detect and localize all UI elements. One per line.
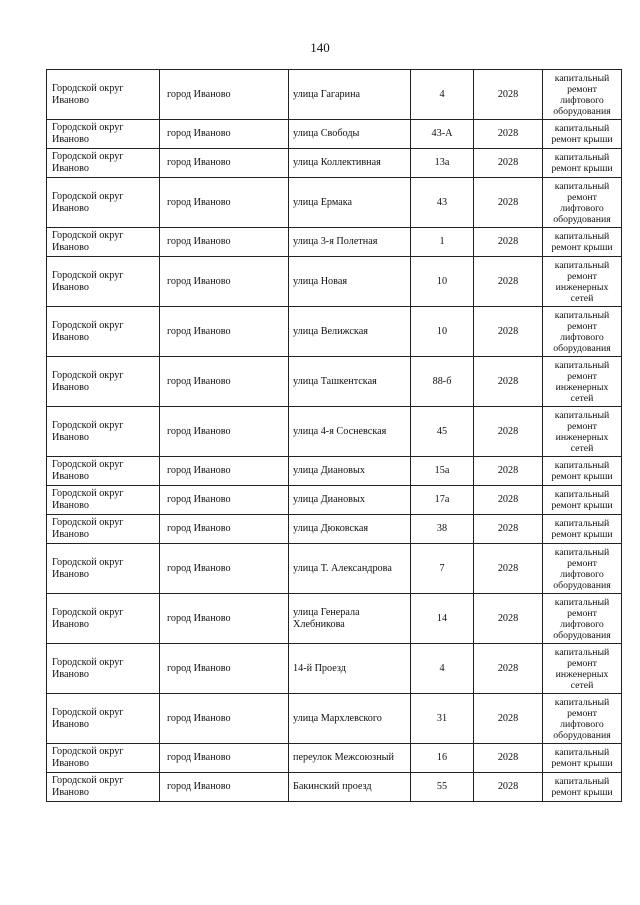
street-cell: улица Генерала Хлебникова bbox=[289, 594, 411, 644]
okrug-cell: Городской округ Иваново bbox=[47, 486, 160, 515]
year-cell: 2028 bbox=[474, 644, 543, 694]
okrug-cell: Городской округ Иваново bbox=[47, 178, 160, 228]
year-cell: 2028 bbox=[474, 594, 543, 644]
city-cell: город Иваново bbox=[160, 644, 289, 694]
okrug-cell: Городской округ Иваново bbox=[47, 544, 160, 594]
street-cell: улица Свободы bbox=[289, 120, 411, 149]
street-cell: улица Гагарина bbox=[289, 70, 411, 120]
work-type-cell: капитальный ремонт крыши bbox=[543, 228, 622, 257]
city-cell: город Иваново bbox=[160, 228, 289, 257]
year-cell: 2028 bbox=[474, 457, 543, 486]
city-cell: город Иваново bbox=[160, 486, 289, 515]
year-cell: 2028 bbox=[474, 744, 543, 773]
year-cell: 2028 bbox=[474, 257, 543, 307]
street-cell: улица Мархлевского bbox=[289, 694, 411, 744]
year-cell: 2028 bbox=[474, 120, 543, 149]
table-row bbox=[47, 694, 622, 744]
year-cell: 2028 bbox=[474, 149, 543, 178]
city-cell: город Иваново bbox=[160, 773, 289, 802]
year-cell: 2028 bbox=[474, 544, 543, 594]
work-type-cell: капитальный ремонт лифтового оборудования bbox=[543, 694, 622, 744]
okrug-cell: Городской округ Иваново bbox=[47, 644, 160, 694]
street-cell: улица Ташкентская bbox=[289, 357, 411, 407]
city-cell: город Иваново bbox=[160, 70, 289, 120]
table-row bbox=[47, 544, 622, 594]
street-cell: улица Коллективная bbox=[289, 149, 411, 178]
city-cell: город Иваново bbox=[160, 457, 289, 486]
house-cell: 4 bbox=[411, 644, 474, 694]
house-cell: 1 bbox=[411, 228, 474, 257]
city-cell: город Иваново bbox=[160, 744, 289, 773]
okrug-cell: Городской округ Иваново bbox=[47, 70, 160, 120]
house-cell: 14 bbox=[411, 594, 474, 644]
year-cell: 2028 bbox=[474, 178, 543, 228]
city-cell: город Иваново bbox=[160, 594, 289, 644]
year-cell: 2028 bbox=[474, 70, 543, 120]
okrug-cell: Городской округ Иваново bbox=[47, 773, 160, 802]
work-type-cell: капитальный ремонт крыши bbox=[543, 744, 622, 773]
city-cell: город Иваново bbox=[160, 694, 289, 744]
table-row bbox=[47, 486, 622, 515]
city-cell: город Иваново bbox=[160, 178, 289, 228]
house-cell: 10 bbox=[411, 307, 474, 357]
year-cell: 2028 bbox=[474, 773, 543, 802]
year-cell: 2028 bbox=[474, 486, 543, 515]
work-type-cell: капитальный ремонт инженерных сетей bbox=[543, 407, 622, 457]
table-row bbox=[47, 178, 622, 228]
year-cell: 2028 bbox=[474, 407, 543, 457]
okrug-cell: Городской округ Иваново bbox=[47, 594, 160, 644]
street-cell: улица Т. Александрова bbox=[289, 544, 411, 594]
work-type-cell: капитальный ремонт лифтового оборудования bbox=[543, 70, 622, 120]
city-cell: город Иваново bbox=[160, 357, 289, 407]
work-type-cell: капитальный ремонт лифтового оборудования bbox=[543, 594, 622, 644]
work-type-cell: капитальный ремонт лифтового оборудования bbox=[543, 544, 622, 594]
street-cell: улица Новая bbox=[289, 257, 411, 307]
street-cell: улица Ермака bbox=[289, 178, 411, 228]
house-cell: 13а bbox=[411, 149, 474, 178]
table-row bbox=[47, 744, 622, 773]
city-cell: город Иваново bbox=[160, 307, 289, 357]
year-cell: 2028 bbox=[474, 515, 543, 544]
house-cell: 16 bbox=[411, 744, 474, 773]
table-row bbox=[47, 457, 622, 486]
table-row bbox=[47, 644, 622, 694]
work-type-cell: капитальный ремонт инженерных сетей bbox=[543, 644, 622, 694]
page-number: 140 bbox=[310, 40, 330, 55]
year-cell: 2028 bbox=[474, 357, 543, 407]
street-cell: улица 3-я Полетная bbox=[289, 228, 411, 257]
city-cell: город Иваново bbox=[160, 149, 289, 178]
street-cell: улица Диановых bbox=[289, 486, 411, 515]
work-type-cell: капитальный ремонт крыши bbox=[543, 149, 622, 178]
street-cell: улица Дюковская bbox=[289, 515, 411, 544]
work-type-cell: капитальный ремонт крыши bbox=[543, 773, 622, 802]
repair-schedule-table bbox=[46, 69, 622, 802]
city-cell: город Иваново bbox=[160, 257, 289, 307]
house-cell: 55 bbox=[411, 773, 474, 802]
okrug-cell: Городской округ Иваново bbox=[47, 694, 160, 744]
table-row bbox=[47, 407, 622, 457]
table-row bbox=[47, 307, 622, 357]
house-cell: 38 bbox=[411, 515, 474, 544]
work-type-cell: капитальный ремонт крыши bbox=[543, 120, 622, 149]
work-type-cell: капитальный ремонт инженерных сетей bbox=[543, 257, 622, 307]
house-cell: 7 bbox=[411, 544, 474, 594]
year-cell: 2028 bbox=[474, 228, 543, 257]
street-cell: Бакинский проезд bbox=[289, 773, 411, 802]
house-cell: 43-А bbox=[411, 120, 474, 149]
street-cell: улица 4-я Сосневская bbox=[289, 407, 411, 457]
street-cell: улица Велижская bbox=[289, 307, 411, 357]
house-cell: 31 bbox=[411, 694, 474, 744]
street-cell: улица Диановых bbox=[289, 457, 411, 486]
table-row bbox=[47, 357, 622, 407]
work-type-cell: капитальный ремонт крыши bbox=[543, 515, 622, 544]
table-body bbox=[47, 70, 622, 802]
street-cell: 14-й Проезд bbox=[289, 644, 411, 694]
table-row bbox=[47, 70, 622, 120]
house-cell: 45 bbox=[411, 407, 474, 457]
okrug-cell: Городской округ Иваново bbox=[47, 744, 160, 773]
table-row bbox=[47, 594, 622, 644]
okrug-cell: Городской округ Иваново bbox=[47, 357, 160, 407]
city-cell: город Иваново bbox=[160, 515, 289, 544]
city-cell: город Иваново bbox=[160, 120, 289, 149]
house-cell: 10 bbox=[411, 257, 474, 307]
okrug-cell: Городской округ Иваново bbox=[47, 228, 160, 257]
table-row bbox=[47, 773, 622, 802]
okrug-cell: Городской округ Иваново bbox=[47, 407, 160, 457]
city-cell: город Иваново bbox=[160, 407, 289, 457]
okrug-cell: Городской округ Иваново bbox=[47, 120, 160, 149]
okrug-cell: Городской округ Иваново bbox=[47, 257, 160, 307]
table-row bbox=[47, 257, 622, 307]
work-type-cell: капитальный ремонт крыши bbox=[543, 457, 622, 486]
city-cell: город Иваново bbox=[160, 544, 289, 594]
street-cell: переулок Межсоюзный bbox=[289, 744, 411, 773]
table-row bbox=[47, 515, 622, 544]
year-cell: 2028 bbox=[474, 307, 543, 357]
table-row bbox=[47, 120, 622, 149]
house-cell: 43 bbox=[411, 178, 474, 228]
okrug-cell: Городской округ Иваново bbox=[47, 149, 160, 178]
work-type-cell: капитальный ремонт лифтового оборудования bbox=[543, 307, 622, 357]
table-row bbox=[47, 228, 622, 257]
house-cell: 15а bbox=[411, 457, 474, 486]
house-cell: 88-б bbox=[411, 357, 474, 407]
year-cell: 2028 bbox=[474, 694, 543, 744]
table-row bbox=[47, 149, 622, 178]
work-type-cell: капитальный ремонт инженерных сетей bbox=[543, 357, 622, 407]
work-type-cell: капитальный ремонт лифтового оборудования bbox=[543, 178, 622, 228]
house-cell: 17а bbox=[411, 486, 474, 515]
house-cell: 4 bbox=[411, 70, 474, 120]
okrug-cell: Городской округ Иваново bbox=[47, 457, 160, 486]
okrug-cell: Городской округ Иваново bbox=[47, 515, 160, 544]
okrug-cell: Городской округ Иваново bbox=[47, 307, 160, 357]
work-type-cell: капитальный ремонт крыши bbox=[543, 486, 622, 515]
